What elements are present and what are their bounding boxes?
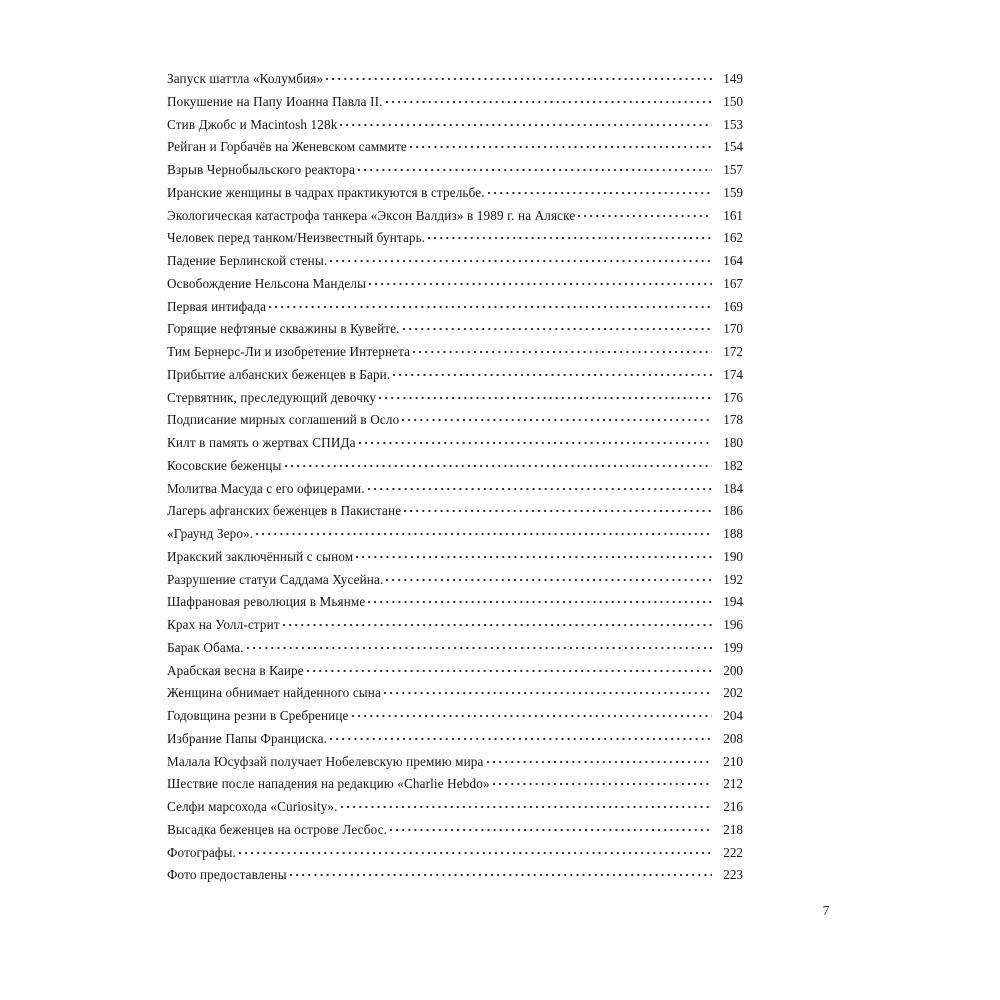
toc-entry-title: Стив Джобс и Macintosh 128k — [167, 116, 338, 132]
toc-entry-title: Разрушение статуи Саддама Хусейна. — [167, 571, 384, 587]
toc-entry[interactable] — [167, 227, 743, 250]
toc-entry[interactable] — [167, 341, 743, 364]
toc-entry-page-number: 167 — [723, 275, 743, 291]
toc-entry-page-number: 199 — [723, 639, 743, 655]
toc-leader-dots — [403, 320, 712, 333]
toc-leader-dots — [404, 502, 712, 515]
toc-entry[interactable] — [167, 455, 743, 478]
toc-entry-title: Стервятник, преследующий девочку — [167, 389, 377, 405]
toc-entry-title: Запуск шаттла «Колумбия» — [167, 71, 324, 86]
toc-entry-title: Женщина обнимает найденного сына — [167, 685, 381, 701]
toc-entry-title: Подписание мирных соглашений в Осло — [167, 412, 400, 428]
toc-entry-title: Килт в память о жертвах СПИДа — [167, 435, 356, 450]
toc-entry-page-number: 162 — [723, 230, 743, 246]
toc-leader-dots — [493, 775, 712, 788]
toc-leader-dots — [247, 639, 712, 652]
toc-entry-page-number: 182 — [723, 457, 743, 473]
toc-entry-page-number: 204 — [723, 708, 743, 723]
toc-entry-page-number: 161 — [723, 207, 743, 223]
toc-entry-page-number: 172 — [723, 344, 743, 359]
toc-entry-page-number: 192 — [723, 571, 743, 587]
toc-entry-page-number: 184 — [723, 480, 743, 496]
toc-entry[interactable] — [167, 523, 743, 546]
toc-leader-dots — [330, 730, 712, 743]
toc-entry[interactable] — [167, 136, 743, 159]
toc-entry[interactable] — [167, 182, 743, 205]
toc-entry[interactable] — [167, 682, 743, 705]
toc-entry-page-number: 170 — [723, 321, 743, 337]
toc-entry-title: Падение Берлинской стены. — [167, 253, 328, 268]
toc-entry[interactable] — [167, 819, 743, 842]
toc-entry[interactable] — [167, 569, 743, 592]
toc-entry[interactable] — [167, 68, 743, 91]
toc-entry-title: Молитва Масуда с его офицерами. — [167, 480, 365, 496]
toc-entry-title: Взрыв Чернобыльского реактора — [167, 162, 356, 177]
toc-entry-page-number: 157 — [723, 162, 743, 177]
toc-entry-title: Рейган и Горбачёв на Женевском саммите — [167, 139, 407, 155]
toc-entry-page-number: 212 — [723, 776, 743, 792]
toc-leader-dots — [369, 275, 712, 288]
toc-leader-dots — [578, 207, 712, 220]
toc-entry[interactable] — [167, 91, 743, 114]
toc-entry-title: Освобождение Нельсона Манделы — [167, 275, 367, 291]
toc-entry-page-number: 180 — [723, 435, 743, 450]
toc-entry-title: Годовщина резни в Сребренице — [167, 708, 349, 723]
toc-leader-dots — [379, 389, 712, 402]
toc-entry[interactable] — [167, 387, 743, 410]
toc-entry-page-number: 169 — [723, 298, 743, 314]
toc-entry-page-number: 200 — [723, 662, 743, 678]
toc-entry[interactable] — [167, 432, 743, 455]
toc-entry-page-number: 218 — [723, 821, 743, 837]
toc-entry[interactable] — [167, 546, 743, 569]
toc-entry-title: Крах на Уолл-стрит — [167, 617, 280, 632]
toc-leader-dots — [410, 138, 712, 151]
toc-entry-page-number: 150 — [723, 93, 743, 109]
toc-leader-dots — [428, 229, 712, 242]
toc-entry[interactable] — [167, 751, 743, 774]
toc-entry[interactable] — [167, 796, 743, 819]
toc-entry[interactable] — [167, 660, 743, 683]
toc-entry-page-number: 178 — [723, 412, 743, 428]
toc-entry[interactable] — [167, 159, 743, 182]
toc-entry-title: Высадка беженцев на острове Лесбос. — [167, 821, 388, 837]
toc-entry[interactable] — [167, 637, 743, 660]
toc-entry[interactable] — [167, 705, 743, 728]
toc-leader-dots — [393, 366, 712, 379]
toc-entry[interactable] — [167, 296, 743, 319]
toc-entry-title: Косовские беженцы — [167, 457, 282, 473]
toc-entry[interactable] — [167, 364, 743, 387]
toc-entry[interactable] — [167, 842, 743, 865]
toc-leader-dots — [330, 252, 712, 265]
toc-leader-dots — [368, 593, 712, 606]
toc-leader-dots — [341, 798, 712, 811]
toc-entry-page-number: 208 — [723, 730, 743, 746]
toc-entry[interactable] — [167, 273, 743, 296]
toc-entry[interactable] — [167, 478, 743, 501]
toc-leader-dots — [352, 707, 712, 720]
toc-entry[interactable] — [167, 318, 743, 341]
toc-entry-title: Селфи марсохода «Curiosity». — [167, 799, 338, 814]
toc-entry-title: Иранские женщины в чадрах практикуются в стрельбе. — [167, 184, 485, 200]
toc-leader-dots — [326, 70, 712, 83]
toc-entry-title: Экологическая катастрофа танкера «Эксон Валдиз» в 1989 г. на Аляске — [167, 207, 576, 223]
toc-entry-page-number: 194 — [723, 594, 743, 610]
toc-entry[interactable] — [167, 773, 743, 796]
toc-leader-dots — [386, 93, 712, 106]
toc-entry-title: Покушение на Папу Иоанна Павла II. — [167, 93, 383, 109]
table-of-contents-list — [167, 68, 743, 887]
toc-entry-title: Первая интифада — [167, 298, 267, 314]
toc-entry-page-number: 202 — [723, 685, 743, 701]
toc-entry-page-number: 164 — [723, 253, 743, 268]
toc-entry-title: Иракский заключённый с сыном — [167, 548, 354, 564]
toc-leader-dots — [488, 184, 712, 197]
toc-leader-dots — [413, 343, 712, 356]
toc-leader-dots — [384, 684, 712, 697]
toc-entry[interactable] — [167, 500, 743, 523]
toc-entry-page-number: 159 — [723, 184, 743, 200]
toc-entry-title: Шафрановая революция в Мьянме — [167, 594, 366, 610]
toc-leader-dots — [402, 411, 712, 424]
toc-entry-title: Фото предоставлены — [167, 867, 287, 883]
toc-entry-page-number: 210 — [723, 753, 743, 769]
toc-leader-dots — [390, 821, 712, 834]
toc-entry[interactable] — [167, 864, 743, 887]
toc-entry-title: Человек перед танком/Неизвестный бунтарь. — [167, 230, 426, 246]
toc-entry-page-number: 222 — [723, 844, 743, 860]
toc-entry[interactable] — [167, 728, 743, 751]
toc-leader-dots — [386, 571, 712, 584]
toc-entry-page-number: 174 — [723, 366, 743, 382]
toc-leader-dots — [239, 844, 712, 857]
toc-entry-title: Арабская весна в Каире — [167, 662, 304, 678]
toc-entry-page-number: 154 — [723, 139, 743, 155]
toc-leader-dots — [283, 616, 712, 629]
toc-entry-title: Прибытие албанских беженцев в Бари. — [167, 366, 391, 382]
toc-entry-page-number: 190 — [723, 548, 743, 564]
toc-entry-page-number: 188 — [723, 526, 743, 541]
toc-leader-dots — [269, 298, 712, 311]
toc-leader-dots — [359, 434, 712, 447]
toc-leader-dots — [356, 548, 712, 561]
toc-leader-dots — [358, 161, 712, 174]
toc-entry-title: Избрание Папы Франциска. — [167, 730, 327, 746]
toc-entry[interactable] — [167, 614, 743, 637]
toc-entry-page-number: 186 — [723, 503, 743, 519]
toc-leader-dots — [368, 480, 712, 493]
page-folio-number: 7 — [822, 903, 830, 918]
toc-entry[interactable] — [167, 205, 743, 228]
toc-entry-page-number: 196 — [723, 617, 743, 632]
toc-entry-page-number: 223 — [723, 867, 743, 883]
toc-leader-dots — [487, 753, 712, 766]
toc-entry-title: Горящие нефтяные скважины в Кувейте. — [167, 321, 400, 337]
toc-entry-title: Тим Бернерс-Ли и изобретение Интернета — [167, 344, 411, 359]
toc-entry-title: Лагерь афганских беженцев в Пакистане — [167, 503, 402, 519]
toc-entry[interactable] — [167, 250, 743, 273]
toc-entry-page-number: 176 — [723, 389, 743, 405]
toc-entry-title: Шествие после нападения на редакцию «Charlie Hebdo» — [167, 776, 490, 792]
toc-entry-title: Малала Юсуфзай получает Нобелевскую премию мира — [167, 753, 484, 769]
toc-entry-page-number: 153 — [723, 116, 743, 132]
toc-entry-title: Барак Обама. — [167, 639, 244, 655]
toc-entry-title: Фотографы. — [167, 844, 236, 860]
toc-leader-dots — [285, 457, 712, 470]
toc-entry[interactable] — [167, 114, 743, 137]
toc-entry-page-number: 149 — [723, 71, 743, 86]
toc-leader-dots — [307, 662, 712, 675]
toc-leader-dots — [256, 525, 712, 538]
toc-entry-page-number: 216 — [723, 799, 743, 814]
toc-entry[interactable] — [167, 409, 743, 432]
toc-leader-dots — [340, 116, 712, 129]
toc-entry-title: «Граунд Зеро». — [167, 526, 254, 541]
toc-leader-dots — [290, 866, 712, 879]
toc-entry[interactable] — [167, 591, 743, 614]
